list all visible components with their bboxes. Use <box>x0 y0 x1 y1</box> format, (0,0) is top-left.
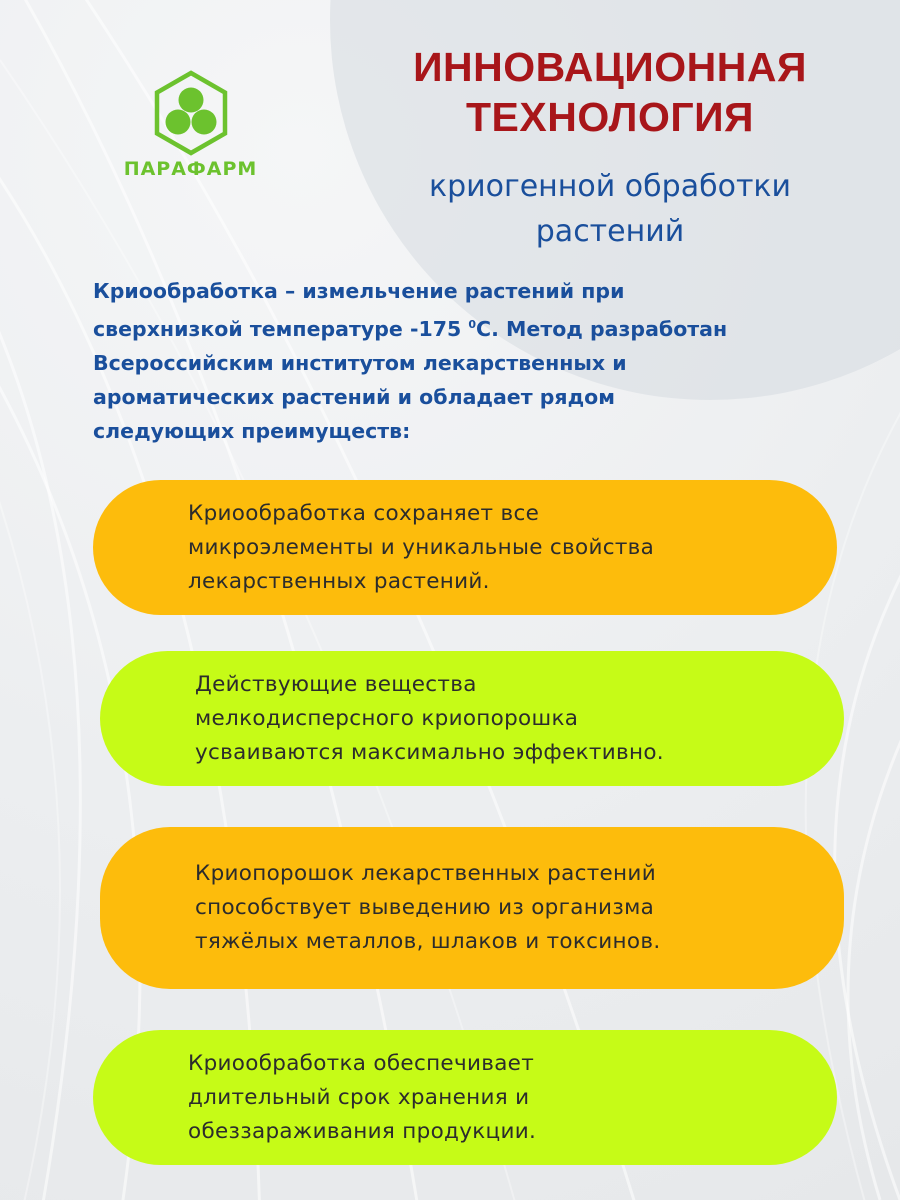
benefit-card-1 <box>93 480 837 615</box>
page-title <box>330 42 890 142</box>
intro-paragraph <box>93 274 883 448</box>
hexagon-trefoil-logo-icon <box>153 70 229 156</box>
benefit-card-4 <box>93 1030 837 1165</box>
title-line-1: ИННОВАЦИОННАЯ <box>413 44 807 90</box>
benefit-card-2 <box>100 651 844 786</box>
intro-line-3: Всероссийским институтом лекарственных и <box>93 351 627 375</box>
benefit-text-1: Криообработка сохраняет все микроэлементы и уникальные свойства лекарственных растений. <box>188 500 655 594</box>
intro-line-2 <box>93 308 883 346</box>
intro-line-2-start: сверхнизкой температуре -175 <box>93 317 469 341</box>
benefit-text-2: Действующие вещества мелкодисперсного криопорошка усваиваются максимально эффективно. <box>195 671 664 765</box>
intro-line-2-end: С. Метод разработан <box>476 317 728 341</box>
intro-line-4: ароматических растений и обладает рядом <box>93 385 615 409</box>
benefit-text-3: Криопорошок лекарственных растений способствует выведению из организма тяжёлых металлов, шлаков и токсинов. <box>195 861 661 954</box>
intro-line-1: Криообработка – измельчение растений при <box>93 279 625 303</box>
benefit-card-3 <box>100 827 844 989</box>
subtitle-line-2: растений <box>535 214 685 249</box>
intro-line-5: следующих преимуществ: <box>93 419 411 443</box>
brand-logo <box>108 70 273 190</box>
title-line-2: ТЕХНОЛОГИЯ <box>465 94 755 140</box>
subtitle-line-1: криогенной обработки <box>428 169 792 204</box>
brand-name: ПАРАФАРМ <box>123 158 258 180</box>
degree-mark: 0 <box>468 318 477 331</box>
benefit-text-4: Криообработка обеспечивает длительный срок хранения и обеззараживания продукции. <box>188 1050 537 1144</box>
page-subtitle <box>330 164 890 254</box>
